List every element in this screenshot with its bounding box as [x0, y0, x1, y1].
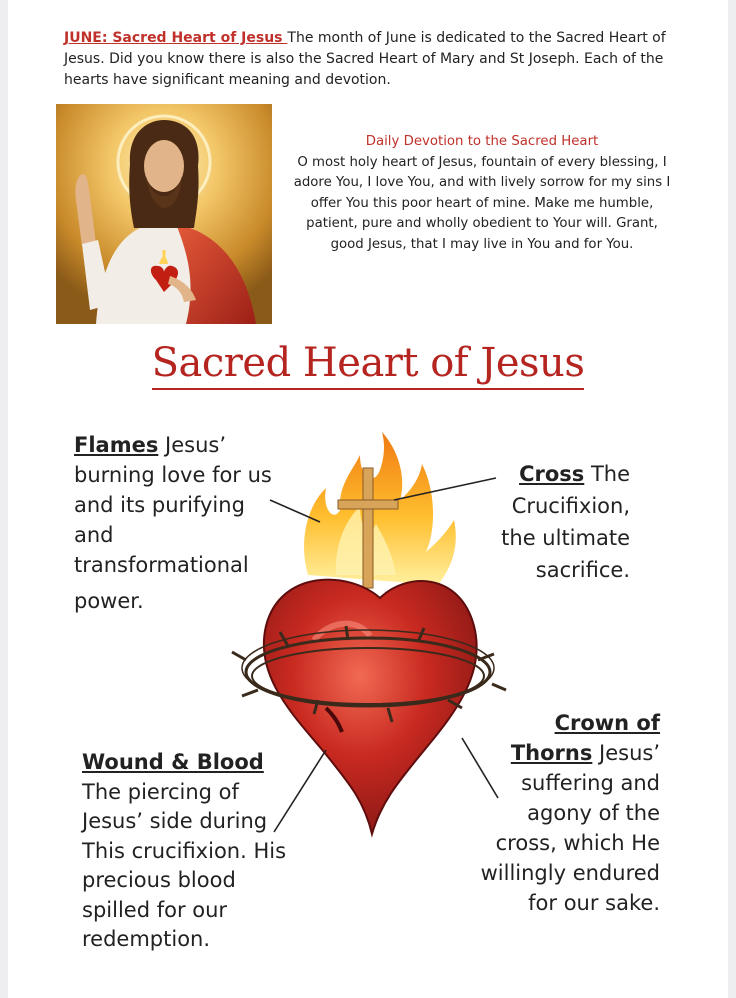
devotion-line: good Jesus, that I may live in You and for You.: [330, 236, 634, 252]
cross-text: the ultimate: [501, 526, 630, 550]
devotion-line: patient, pure and wholly obedient to Your will. Grant,: [306, 216, 658, 231]
crown-heading: Crown of: [554, 711, 660, 735]
crown-text: for our sake.: [528, 891, 660, 915]
flames-text: Jesus’: [158, 433, 226, 457]
cross-text: sacrifice.: [535, 558, 630, 582]
flames-text: transformational: [74, 553, 249, 577]
wound-text: precious blood: [82, 868, 236, 892]
wound-text: redemption.: [82, 927, 211, 951]
crown-heading: Thorns: [510, 741, 593, 765]
devotion-line: offer You this poor heart of mine. Make me humble,: [310, 195, 654, 211]
wound-text: Jesus’ side during: [82, 809, 268, 833]
cross-text: The: [584, 462, 630, 486]
document-page: [8, 0, 728, 998]
devotion-line: O most holy heart of Jesus, fountain of every blessing, I: [297, 154, 667, 170]
flames-text: power.: [74, 589, 144, 613]
wound-text: This crucifixion. His: [82, 838, 287, 863]
intro-keyword: JUNE: Sacred Heart of Jesus: [64, 30, 288, 46]
wound-heading: Wound & Blood: [82, 750, 264, 774]
devotion-title: Daily Devotion to the Sacred Heart: [365, 134, 599, 149]
crown-text: Jesus’: [592, 741, 660, 765]
cross-text: Crucifixion,: [511, 494, 630, 518]
crown-of-thorns-label: [474, 708, 660, 918]
main-title-text: Sacred Heart of Jesus: [152, 340, 585, 390]
flames-text: and its purifying: [74, 493, 245, 517]
cross-label: [478, 458, 630, 586]
wound-text: spilled for our: [82, 897, 228, 922]
devotion-line: adore You, I love You, and with lively sorrow for my sins I: [293, 175, 671, 190]
flames-text: burning love for us: [74, 463, 272, 487]
wound-text: The piercing of: [82, 779, 239, 804]
crown-text: agony of the: [527, 801, 660, 825]
wound-blood-label: [82, 748, 302, 955]
crown-text: cross, which He: [495, 831, 660, 855]
crown-text: suffering and: [521, 771, 660, 795]
flames-heading: Flames: [74, 433, 159, 457]
flames-text: and: [74, 523, 114, 547]
crown-text: willingly endured: [480, 861, 660, 885]
cross-heading: Cross: [519, 462, 585, 486]
flames-label: [74, 430, 284, 616]
intro-text: The month of June is dedicated to the Sacred Heart of Jesus. Did you know there is also the Sacred Heart of Mary and St Joseph. Each of the hearts have significant meaning and devotion.: [64, 30, 666, 88]
